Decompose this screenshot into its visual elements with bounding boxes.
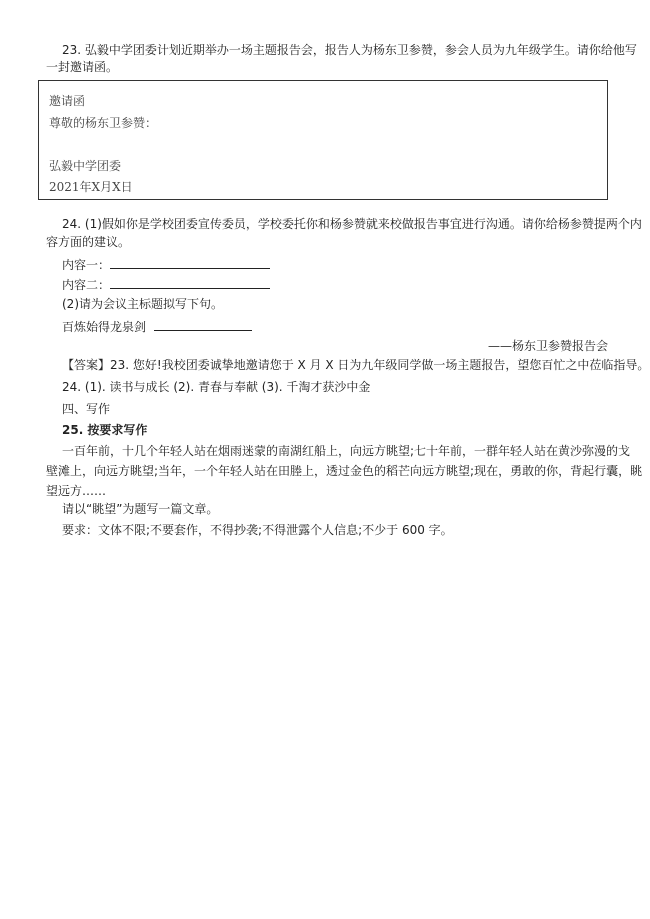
- invitation-greeting: 尊敬的杨东卫参赞：: [49, 116, 158, 130]
- q23-prompt-line1: 23. 弘毅中学团委计划近期举办一场主题报告会，报告人为杨东卫参赞，参会人员为九年级学生。请你给他写: [62, 43, 637, 57]
- couplet-first-line: 百炼始得龙泉剑: [62, 320, 147, 334]
- q24-part1-line2: 容方面的建议。: [46, 235, 131, 249]
- content2-label: 内容二：: [62, 278, 111, 292]
- answer-line1: 【答案】23. 您好!我校团委诚挚地邀请您于 X 月 X 日为九年级同学做一场主题报告，望您百忙之中莅临指导。: [62, 358, 650, 372]
- content1-row: [62, 256, 270, 273]
- content2-blank[interactable]: [110, 276, 270, 289]
- content1-label: 内容一：: [62, 258, 111, 272]
- q25-instruction: 请以“眺望”为题写一篇文章。: [62, 502, 219, 516]
- answer-line2: 24. (1). 读书与成长 (2). 青春与奉献 (3). 千淘才获沙中金: [62, 380, 371, 394]
- q25-paragraph-line2: 壁滩上，向远方眺望;当年，一个年轻人站在田塍上，透过金色的稻芒向远方眺望;现在，勇敢的你，背起行囊，眺: [46, 464, 643, 478]
- invitation-signature: 弘毅中学团委: [49, 159, 122, 173]
- q24-part1-line1: 24. (1)假如你是学校团委宣传委员，学校委托你和杨参赞就来校做报告事宜进行沟通。请你给杨参赞提两个内: [62, 217, 642, 231]
- q25-paragraph-line3: 望远方……: [46, 484, 107, 498]
- section-heading-writing: 四、写作: [62, 402, 111, 416]
- invitation-box: [38, 80, 608, 200]
- invitation-date: 2021年X月X日: [49, 180, 133, 194]
- invitation-title: 邀请函: [49, 94, 86, 108]
- q25-requirements: 要求：文体不限;不要套作，不得抄袭;不得泄露个人信息;不少于 600 字。: [62, 523, 453, 537]
- couplet-row: [62, 318, 252, 335]
- q23-prompt-line2: 一封邀请函。: [46, 60, 119, 74]
- content2-row: [62, 276, 270, 293]
- q25-paragraph-line1: 一百年前，十几个年轻人站在烟雨迷蒙的南湖红船上，向远方眺望;七十年前，一群年轻人站在黄沙弥漫的戈: [62, 444, 631, 458]
- content1-blank[interactable]: [110, 256, 270, 269]
- couplet-blank[interactable]: [154, 318, 252, 331]
- q25-title: 25. 按要求写作: [62, 423, 148, 437]
- q24-part2-prompt: (2)请为会议主标题拟写下句。: [62, 297, 223, 311]
- attribution: ——杨东卫参赞报告会: [487, 339, 608, 353]
